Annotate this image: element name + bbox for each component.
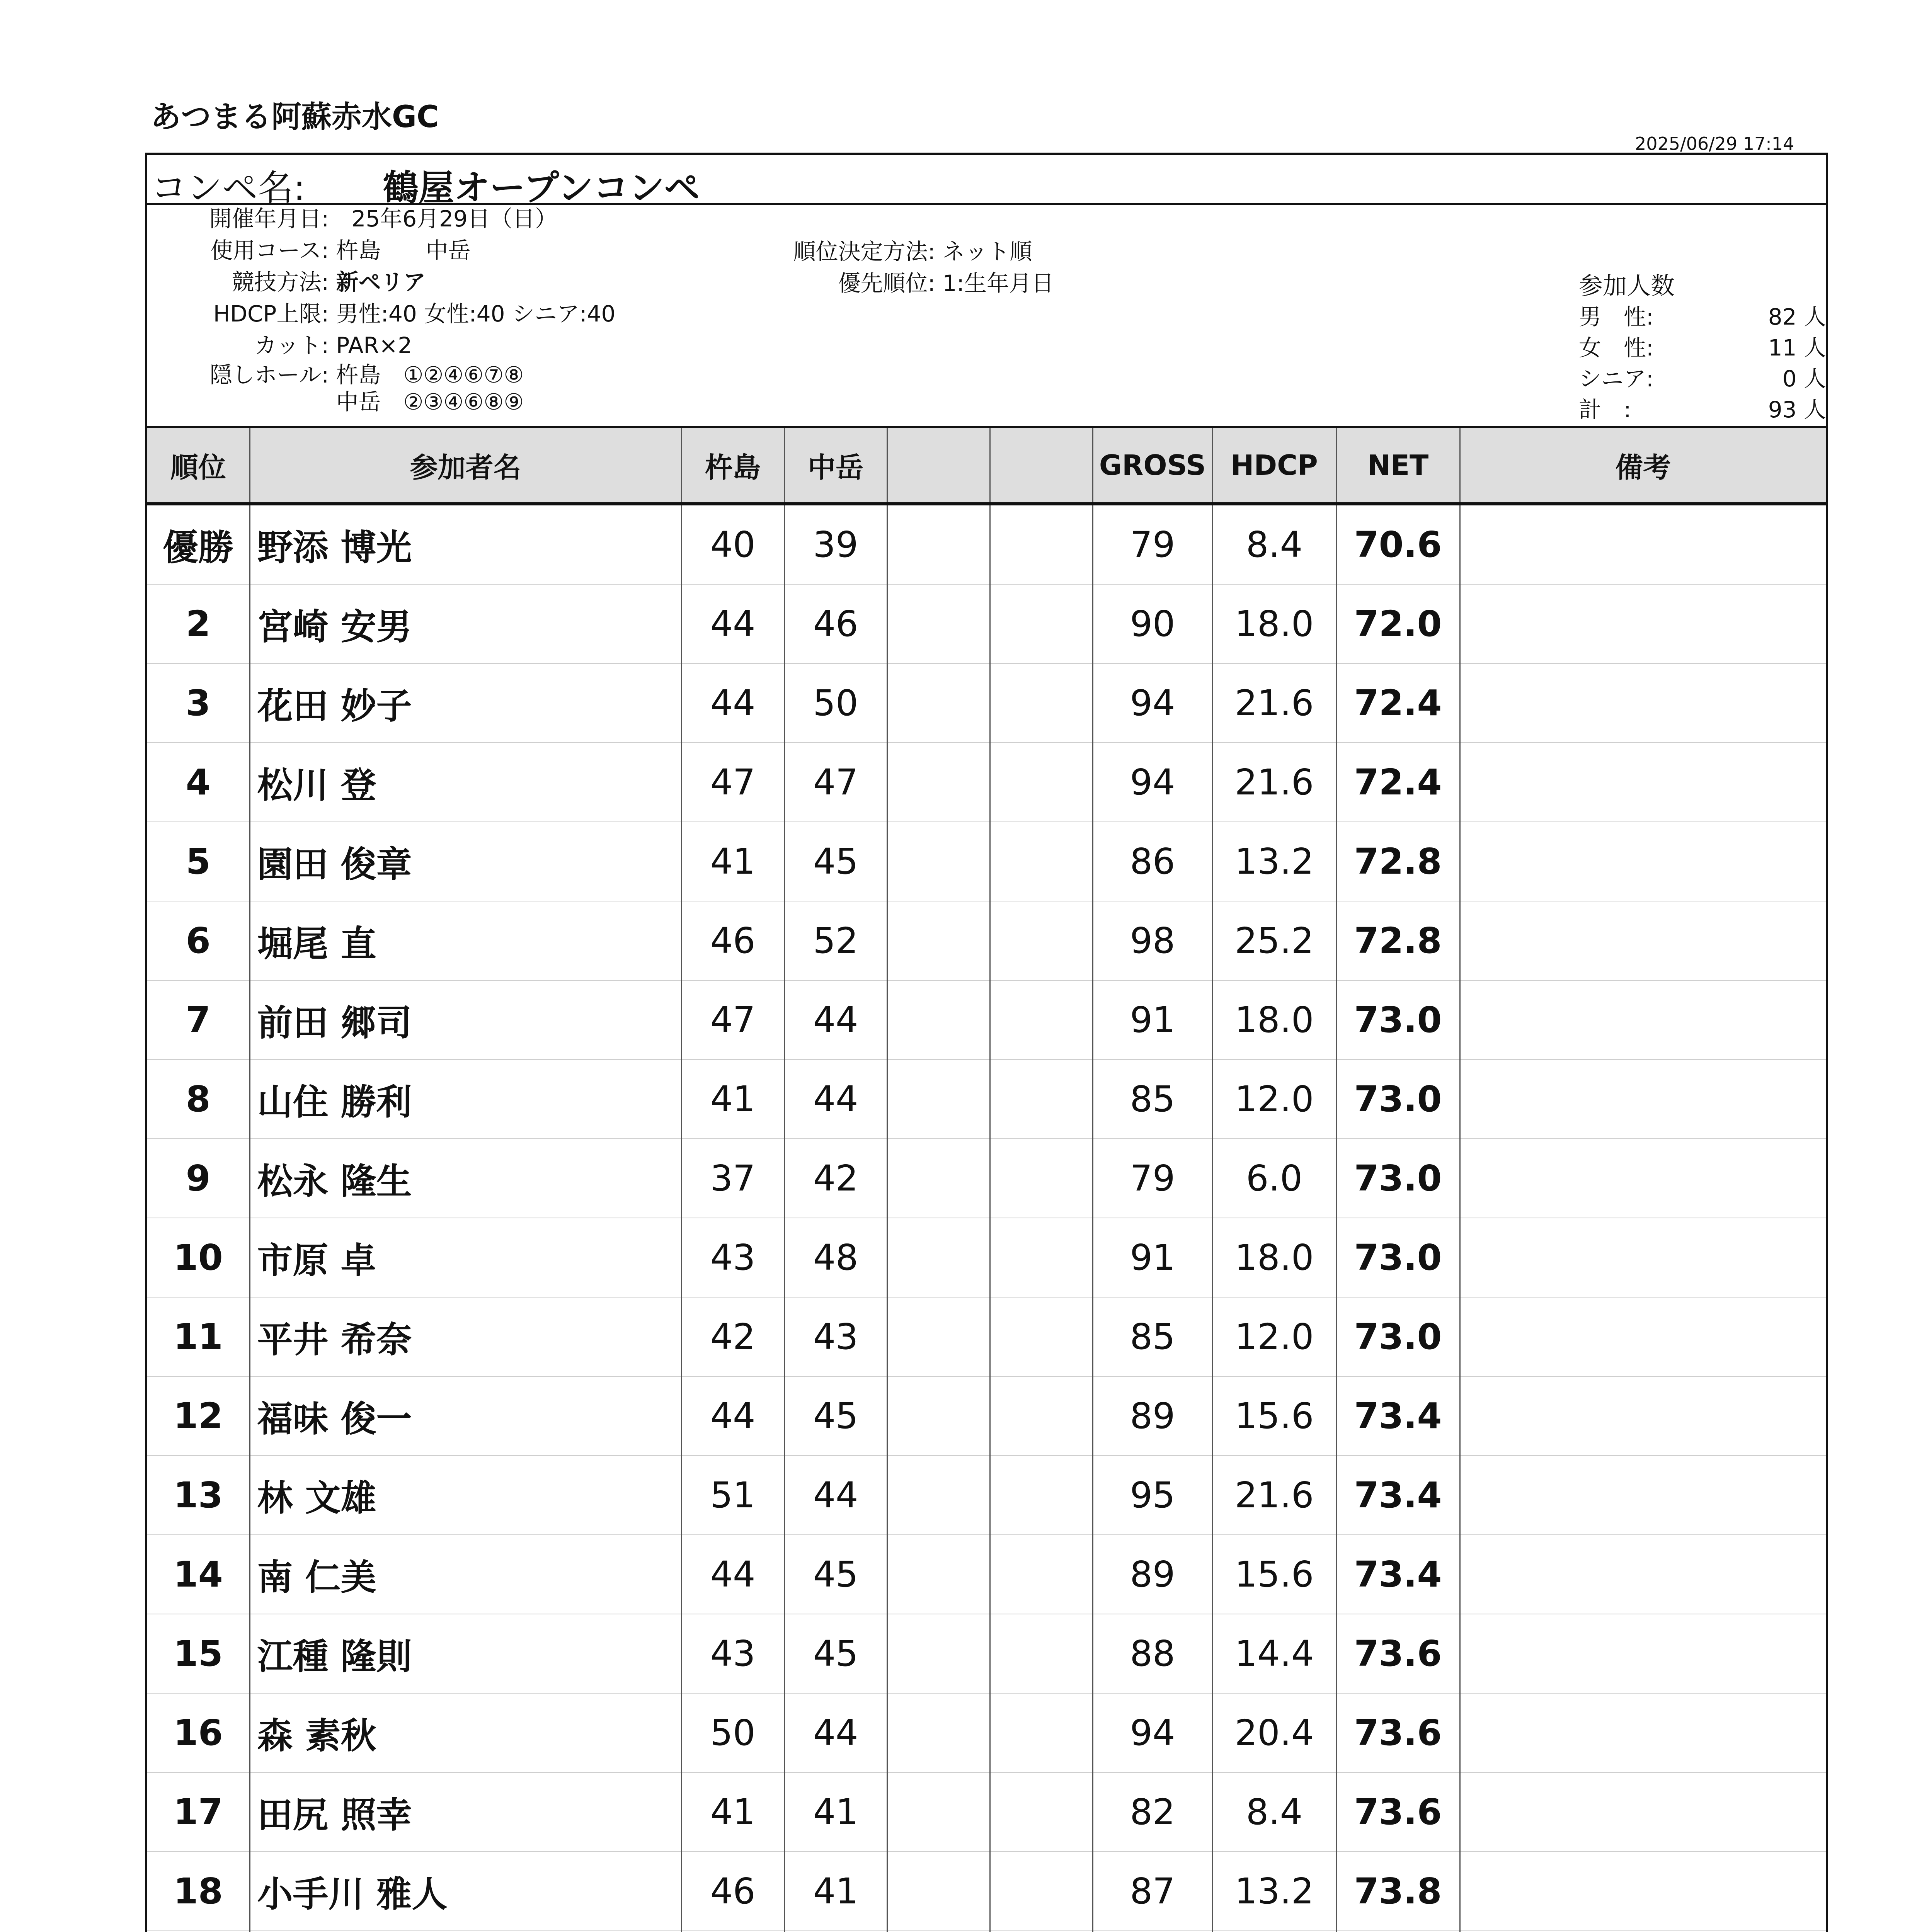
course-2-score-cell: 44 bbox=[784, 1060, 887, 1139]
net-cell: 73.4 bbox=[1336, 1535, 1460, 1614]
gross-cell: 86 bbox=[1093, 822, 1212, 901]
course-1-score-cell: 44 bbox=[681, 1535, 784, 1614]
gross-cell: 94 bbox=[1093, 663, 1212, 743]
hdcp-cell: 15.6 bbox=[1212, 1535, 1336, 1614]
course-1-score-cell: 40 bbox=[681, 504, 784, 584]
course-value: 杵島 中岳 bbox=[336, 237, 471, 264]
blank-cell bbox=[887, 663, 990, 743]
course-2-score-cell: 44 bbox=[784, 980, 887, 1060]
blank-cell bbox=[887, 1693, 990, 1772]
count-label: 女 性: bbox=[1579, 335, 1654, 361]
net-cell: 73.0 bbox=[1336, 1218, 1460, 1297]
rank-cell: 4 bbox=[147, 743, 250, 822]
course-2-score-cell: 45 bbox=[784, 1535, 887, 1614]
gross-cell: 95 bbox=[1093, 1456, 1212, 1535]
remarks-cell bbox=[1460, 1693, 1826, 1772]
table-row bbox=[147, 1218, 1826, 1297]
club-name: あつまる阿蘇赤水GC bbox=[151, 100, 439, 134]
table-row bbox=[147, 1297, 1826, 1376]
rank-cell: 9 bbox=[147, 1139, 250, 1218]
net-cell: 73.4 bbox=[1336, 1456, 1460, 1535]
hdcp-cell: 25.2 bbox=[1212, 901, 1336, 980]
blank-cell bbox=[990, 1218, 1093, 1297]
rank-cell: 13 bbox=[147, 1456, 250, 1535]
blank-cell bbox=[887, 1535, 990, 1614]
course-2-score-cell: 43 bbox=[784, 1297, 887, 1376]
player-name-cell: 前田 郷司 bbox=[250, 980, 681, 1060]
player-name-cell: 市原 卓 bbox=[250, 1218, 681, 1297]
course-2-score-cell: 45 bbox=[784, 822, 887, 901]
participant-count-row bbox=[1579, 394, 1826, 425]
rank-cell: 12 bbox=[147, 1376, 250, 1456]
remarks-cell bbox=[1460, 504, 1826, 584]
header-player-name: 参加者名 bbox=[250, 427, 681, 504]
player-name-cell: 福味 俊一 bbox=[250, 1376, 681, 1456]
net-cell: 72.4 bbox=[1336, 743, 1460, 822]
hdcp-cell: 21.6 bbox=[1212, 1456, 1336, 1535]
hdcp-cell: 13.2 bbox=[1212, 822, 1336, 901]
hdcp-cell: 18.0 bbox=[1212, 584, 1336, 663]
remarks-cell bbox=[1460, 1456, 1826, 1535]
date-label: 開催年月日: bbox=[209, 206, 329, 232]
hidden-holes-label: 隠しホール: bbox=[209, 362, 329, 388]
course-2-score-cell: 42 bbox=[784, 1139, 887, 1218]
header-blank-1 bbox=[887, 427, 990, 504]
hdcp-cell: 13.2 bbox=[1212, 1852, 1336, 1931]
blank-cell bbox=[887, 584, 990, 663]
cut-value: PAR×2 bbox=[336, 332, 412, 359]
blank-cell bbox=[990, 1297, 1093, 1376]
blank-cell bbox=[887, 1614, 990, 1693]
course-1-score-cell: 41 bbox=[681, 822, 784, 901]
course-1-score-cell: 46 bbox=[681, 1852, 784, 1931]
gross-cell: 87 bbox=[1093, 1852, 1212, 1931]
priority-value: 1:生年月日 bbox=[942, 270, 1054, 296]
remarks-cell bbox=[1460, 980, 1826, 1060]
rank-cell: 8 bbox=[147, 1060, 250, 1139]
table-row bbox=[147, 1139, 1826, 1218]
blank-cell bbox=[990, 1693, 1093, 1772]
blank-cell bbox=[990, 1456, 1093, 1535]
rank-cell: 10 bbox=[147, 1218, 250, 1297]
header-remarks: 備考 bbox=[1460, 427, 1826, 504]
course-label: 使用コース: bbox=[210, 237, 329, 264]
table-row bbox=[147, 1693, 1826, 1772]
hdcp-cell: 8.4 bbox=[1212, 1772, 1336, 1852]
course-1-score-cell: 43 bbox=[681, 1614, 784, 1693]
course-2-score-cell: 47 bbox=[784, 743, 887, 822]
gross-cell: 94 bbox=[1093, 1693, 1212, 1772]
blank-cell bbox=[990, 980, 1093, 1060]
remarks-cell bbox=[1460, 743, 1826, 822]
course-2-score-cell: 41 bbox=[784, 1772, 887, 1852]
rank-cell: 2 bbox=[147, 584, 250, 663]
remarks-cell bbox=[1460, 1535, 1826, 1614]
blank-cell bbox=[990, 504, 1093, 584]
hdcp-cell: 21.6 bbox=[1212, 663, 1336, 743]
blank-cell bbox=[887, 901, 990, 980]
participant-count-row bbox=[1579, 301, 1826, 332]
course-2-score-cell: 46 bbox=[784, 584, 887, 663]
course-1-score-cell: 44 bbox=[681, 663, 784, 743]
course-2-score-cell: 48 bbox=[784, 1218, 887, 1297]
count-value: 11 人 bbox=[1768, 335, 1826, 361]
course-1-score-cell: 50 bbox=[681, 1693, 784, 1772]
table-row bbox=[147, 1535, 1826, 1614]
course-1-score-cell: 47 bbox=[681, 743, 784, 822]
net-cell: 73.6 bbox=[1336, 1614, 1460, 1693]
net-cell: 73.4 bbox=[1336, 1376, 1460, 1456]
net-cell: 73.0 bbox=[1336, 1297, 1460, 1376]
rank-cell: 16 bbox=[147, 1693, 250, 1772]
competition-name: 鶴屋オープンコンペ bbox=[383, 167, 700, 209]
course-1-score-cell: 43 bbox=[681, 1218, 784, 1297]
blank-cell bbox=[887, 980, 990, 1060]
gross-cell: 82 bbox=[1093, 1772, 1212, 1852]
course-2-score-cell: 45 bbox=[784, 1614, 887, 1693]
course-1-score-cell: 41 bbox=[681, 1060, 784, 1139]
format-value: 新ペリア bbox=[336, 269, 426, 295]
blank-cell bbox=[990, 1060, 1093, 1139]
count-label: 計 : bbox=[1579, 396, 1631, 423]
table-row bbox=[147, 1060, 1826, 1139]
hdcp-label: HDCP上限: bbox=[213, 301, 329, 327]
blank-cell bbox=[990, 1852, 1093, 1931]
blank-cell bbox=[887, 1218, 990, 1297]
player-name-cell: 江種 隆則 bbox=[250, 1614, 681, 1693]
table-row bbox=[147, 1456, 1826, 1535]
net-cell: 70.6 bbox=[1336, 504, 1460, 584]
header-net: NET bbox=[1336, 427, 1460, 504]
table-row bbox=[147, 504, 1826, 584]
blank-cell bbox=[990, 663, 1093, 743]
gross-cell: 90 bbox=[1093, 584, 1212, 663]
table-row bbox=[147, 584, 1826, 663]
course-1-score-cell: 37 bbox=[681, 1139, 784, 1218]
table-row bbox=[147, 1614, 1826, 1693]
hdcp-cell: 18.0 bbox=[1212, 1218, 1336, 1297]
net-cell: 72.8 bbox=[1336, 822, 1460, 901]
rank-cell: 18 bbox=[147, 1852, 250, 1931]
gross-cell: 98 bbox=[1093, 901, 1212, 980]
table-row bbox=[147, 822, 1826, 901]
table-row bbox=[147, 980, 1826, 1060]
blank-cell bbox=[887, 822, 990, 901]
rank-cell: 3 bbox=[147, 663, 250, 743]
header-course-1: 杵島 bbox=[681, 427, 784, 504]
header-hdcp: HDCP bbox=[1212, 427, 1336, 504]
remarks-cell bbox=[1460, 1218, 1826, 1297]
table-row bbox=[147, 901, 1826, 980]
remarks-cell bbox=[1460, 1614, 1826, 1693]
remarks-cell bbox=[1460, 1376, 1826, 1456]
player-name-cell: 平井 希奈 bbox=[250, 1297, 681, 1376]
competition-label: コンペ名: bbox=[151, 167, 305, 209]
hidden-holes-course-2: 中岳 ②③④⑥⑧⑨ bbox=[336, 389, 524, 415]
player-name-cell: 森 素秋 bbox=[250, 1693, 681, 1772]
player-name-cell: 田尻 照幸 bbox=[250, 1772, 681, 1852]
course-2-score-cell: 39 bbox=[784, 504, 887, 584]
course-2-score-cell: 50 bbox=[784, 663, 887, 743]
net-cell: 73.0 bbox=[1336, 1060, 1460, 1139]
blank-cell bbox=[990, 1535, 1093, 1614]
remarks-cell bbox=[1460, 1060, 1826, 1139]
player-name-cell: 花田 妙子 bbox=[250, 663, 681, 743]
participant-count-title: 参加人数 bbox=[1579, 272, 1675, 300]
table-row bbox=[147, 1376, 1826, 1456]
player-name-cell: 園田 俊章 bbox=[250, 822, 681, 901]
player-name-cell: 堀尾 直 bbox=[250, 901, 681, 980]
player-name-cell: 林 文雄 bbox=[250, 1456, 681, 1535]
gross-cell: 85 bbox=[1093, 1060, 1212, 1139]
blank-cell bbox=[990, 1614, 1093, 1693]
table-header-row bbox=[147, 427, 1826, 504]
gross-cell: 79 bbox=[1093, 1139, 1212, 1218]
remarks-cell bbox=[1460, 1852, 1826, 1931]
player-name-cell: 松川 登 bbox=[250, 743, 681, 822]
course-2-score-cell: 52 bbox=[784, 901, 887, 980]
hdcp-cell: 21.6 bbox=[1212, 743, 1336, 822]
remarks-cell bbox=[1460, 822, 1826, 901]
net-cell: 73.0 bbox=[1336, 1139, 1460, 1218]
rank-cell: 優勝 bbox=[147, 504, 250, 584]
blank-cell bbox=[990, 1376, 1093, 1456]
cut-label: カット: bbox=[254, 332, 329, 359]
gross-cell: 94 bbox=[1093, 743, 1212, 822]
rank-method-label: 順位決定方法: bbox=[793, 238, 935, 265]
results-table bbox=[147, 426, 1826, 1932]
gross-cell: 89 bbox=[1093, 1376, 1212, 1456]
event-date: 25年6月29日（日） bbox=[351, 206, 557, 232]
course-2-score-cell: 44 bbox=[784, 1693, 887, 1772]
rank-cell: 11 bbox=[147, 1297, 250, 1376]
course-1-score-cell: 51 bbox=[681, 1456, 784, 1535]
rank-cell: 17 bbox=[147, 1772, 250, 1852]
remarks-cell bbox=[1460, 1139, 1826, 1218]
net-cell: 72.0 bbox=[1336, 584, 1460, 663]
format-label: 競技方法: bbox=[232, 269, 329, 295]
count-value: 93 人 bbox=[1768, 396, 1826, 423]
printed-timestamp: 2025/06/29 17:14 bbox=[1635, 133, 1794, 154]
course-1-score-cell: 47 bbox=[681, 980, 784, 1060]
blank-cell bbox=[887, 1456, 990, 1535]
remarks-cell bbox=[1460, 901, 1826, 980]
blank-cell bbox=[887, 504, 990, 584]
count-label: シニア: bbox=[1579, 366, 1654, 392]
hdcp-value: 男性:40 女性:40 シニア:40 bbox=[336, 301, 616, 327]
blank-cell bbox=[990, 1772, 1093, 1852]
participant-count-row bbox=[1579, 363, 1826, 394]
course-2-score-cell: 45 bbox=[784, 1376, 887, 1456]
remarks-cell bbox=[1460, 1297, 1826, 1376]
player-name-cell: 宮崎 安男 bbox=[250, 584, 681, 663]
net-cell: 72.4 bbox=[1336, 663, 1460, 743]
course-2-score-cell: 44 bbox=[784, 1456, 887, 1535]
rank-cell: 15 bbox=[147, 1614, 250, 1693]
event-details bbox=[147, 203, 615, 415]
course-1-score-cell: 44 bbox=[681, 1376, 784, 1456]
rank-method-value: ネット順 bbox=[942, 238, 1032, 265]
count-label: 男 性: bbox=[1579, 304, 1654, 330]
count-value: 82 人 bbox=[1768, 304, 1826, 330]
competition-header bbox=[147, 155, 1826, 209]
blank-cell bbox=[887, 1852, 990, 1931]
hdcp-cell: 20.4 bbox=[1212, 1693, 1336, 1772]
player-name-cell: 南 仁美 bbox=[250, 1535, 681, 1614]
rank-cell: 7 bbox=[147, 980, 250, 1060]
gross-cell: 88 bbox=[1093, 1614, 1212, 1693]
hdcp-cell: 18.0 bbox=[1212, 980, 1336, 1060]
hdcp-cell: 6.0 bbox=[1212, 1139, 1336, 1218]
net-cell: 73.6 bbox=[1336, 1693, 1460, 1772]
blank-cell bbox=[887, 1772, 990, 1852]
player-name-cell: 山住 勝利 bbox=[250, 1060, 681, 1139]
header-blank-2 bbox=[990, 427, 1093, 504]
blank-cell bbox=[990, 743, 1093, 822]
table-row bbox=[147, 743, 1826, 822]
net-cell: 73.8 bbox=[1336, 1852, 1460, 1931]
course-1-score-cell: 46 bbox=[681, 901, 784, 980]
blank-cell bbox=[887, 743, 990, 822]
header-rank: 順位 bbox=[147, 427, 250, 504]
course-2-score-cell: 41 bbox=[784, 1852, 887, 1931]
blank-cell bbox=[990, 822, 1093, 901]
rank-cell: 5 bbox=[147, 822, 250, 901]
participant-counts bbox=[1579, 301, 1826, 425]
blank-cell bbox=[990, 584, 1093, 663]
gross-cell: 85 bbox=[1093, 1297, 1212, 1376]
priority-label: 優先順位: bbox=[838, 270, 935, 296]
rank-cell: 14 bbox=[147, 1535, 250, 1614]
participant-count-row bbox=[1579, 332, 1826, 363]
table-row bbox=[147, 663, 1826, 743]
hdcp-cell: 14.4 bbox=[1212, 1614, 1336, 1693]
hdcp-cell: 8.4 bbox=[1212, 504, 1336, 584]
table-row bbox=[147, 1772, 1826, 1852]
ranking-rules bbox=[727, 236, 1054, 299]
course-1-score-cell: 44 bbox=[681, 584, 784, 663]
remarks-cell bbox=[1460, 663, 1826, 743]
hdcp-cell: 12.0 bbox=[1212, 1297, 1336, 1376]
remarks-cell bbox=[1460, 584, 1826, 663]
blank-cell bbox=[887, 1297, 990, 1376]
blank-cell bbox=[887, 1060, 990, 1139]
player-name-cell: 松永 隆生 bbox=[250, 1139, 681, 1218]
rank-cell: 6 bbox=[147, 901, 250, 980]
blank-cell bbox=[990, 1139, 1093, 1218]
blank-cell bbox=[887, 1376, 990, 1456]
table-row bbox=[147, 1852, 1826, 1931]
course-1-score-cell: 42 bbox=[681, 1297, 784, 1376]
blank-cell bbox=[887, 1139, 990, 1218]
hdcp-cell: 15.6 bbox=[1212, 1376, 1336, 1456]
player-name-cell: 小手川 雅人 bbox=[250, 1852, 681, 1931]
remarks-cell bbox=[1460, 1772, 1826, 1852]
net-cell: 73.0 bbox=[1336, 980, 1460, 1060]
gross-cell: 91 bbox=[1093, 980, 1212, 1060]
player-name-cell: 野添 博光 bbox=[250, 504, 681, 584]
gross-cell: 89 bbox=[1093, 1535, 1212, 1614]
header-gross: GROSS bbox=[1093, 427, 1212, 504]
net-cell: 73.6 bbox=[1336, 1772, 1460, 1852]
blank-cell bbox=[990, 901, 1093, 980]
course-1-score-cell: 41 bbox=[681, 1772, 784, 1852]
net-cell: 72.8 bbox=[1336, 901, 1460, 980]
gross-cell: 91 bbox=[1093, 1218, 1212, 1297]
header-course-2: 中岳 bbox=[784, 427, 887, 504]
hidden-holes-course-1: 杵島 ①②④⑥⑦⑧ bbox=[336, 362, 524, 388]
count-value: 0 人 bbox=[1782, 366, 1826, 392]
gross-cell: 79 bbox=[1093, 504, 1212, 584]
hdcp-cell: 12.0 bbox=[1212, 1060, 1336, 1139]
